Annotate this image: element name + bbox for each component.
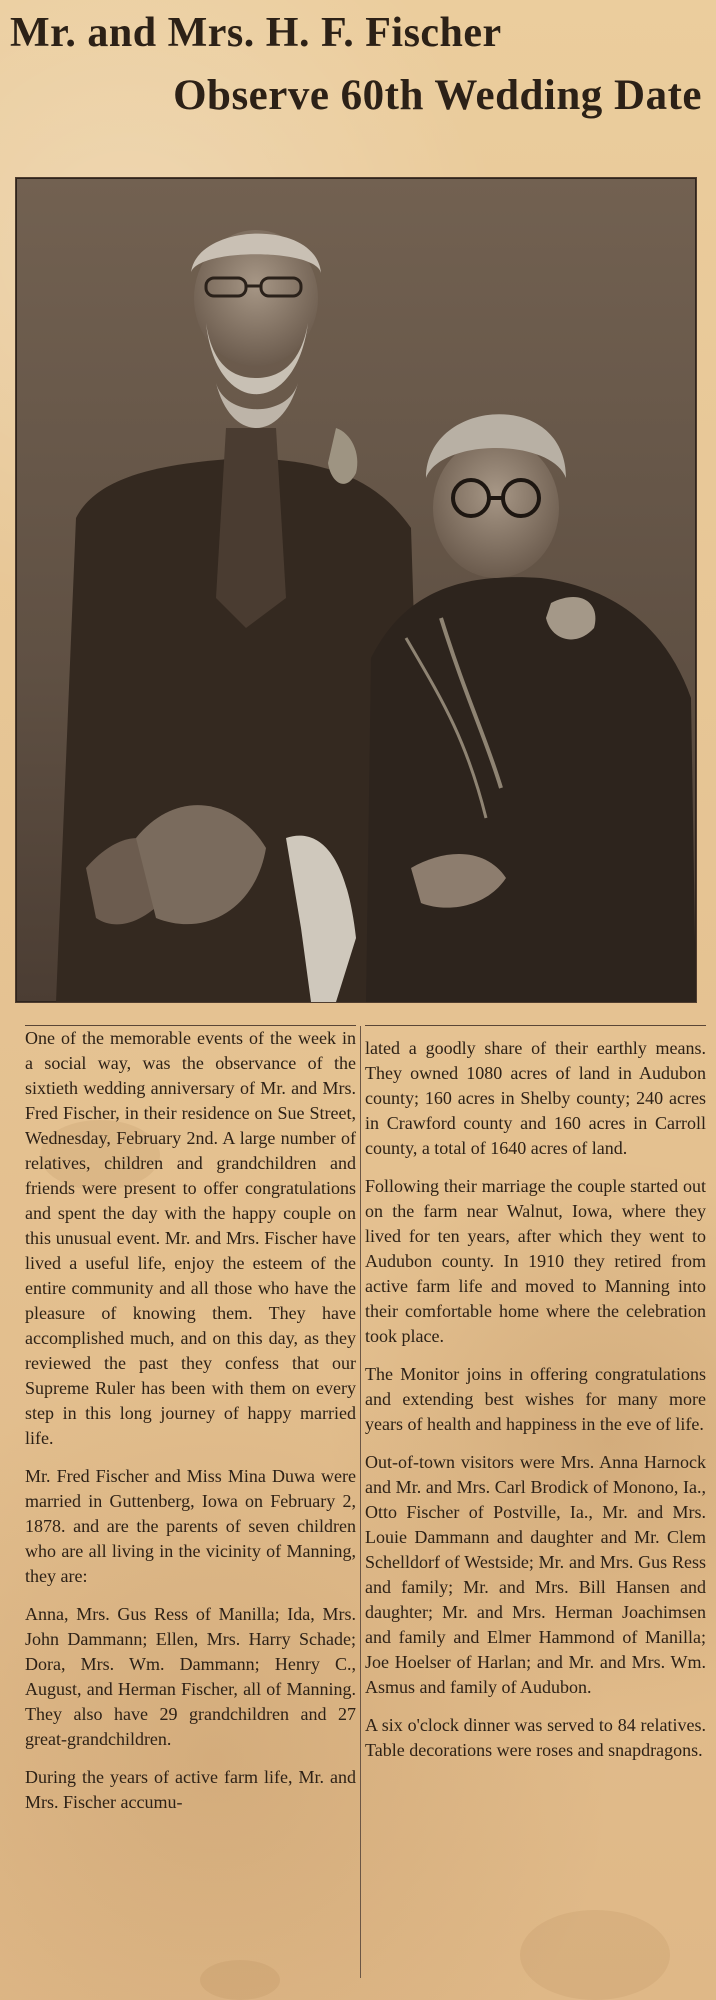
couple-photograph-icon (16, 178, 696, 1002)
paragraph-5: lated a goodly share of their earthly means. They owned 1080 acres of land in Audubon county; 160 acres in Shelby county; 240 acres in Crawford county and 160 acres in Carroll county, a total of 1640 acres of land. (365, 1038, 706, 1158)
paragraph-1: One of the memorable events of the week in a social way, was the observance of the sixtieth wedding anniversary of Mr. and Mrs. Fred Fischer, in their residence on Sue Street, Wednesday, February 2nd. A large number of relatives, children and grandchildren and friends were present to offer congratulations and spent the day with the happy couple on this unusual event. Mr. and Mrs. Fischer have lived a useful life, enjoy the esteem of the entire community and all those who have the pleasure of knowing them. They have accomplished much, and on this day, as they reviewed the past they confess that our Supreme Ruler has been with them on every step in this long journey of happy married life. (25, 1028, 356, 1448)
column-divider (360, 1026, 361, 1978)
article-right-column (365, 1036, 706, 1776)
paragraph-4: During the years of active farm life, Mr. and Mrs. Fischer accumu- (25, 1767, 356, 1812)
paragraph-9: A six o'clock dinner was served to 84 relatives. Table decorations were roses and snapdragons. (365, 1715, 706, 1760)
photo (15, 177, 697, 1003)
article-left-column (25, 1026, 356, 1828)
paragraph-8: Out-of-town visitors were Mrs. Anna Harnock and Mr. and Mrs. Carl Brodick of Monono, Ia., Otto Fischer of Postville, Ia., Mr. and Mrs. Louie Dammann and daughter and Mr. Clem Schelldorf of Westside; Mr. and Mrs. Gus Ress and family; Mr. and Mrs. Bill Hansen and daughter; Mr. and Mrs. Herman Joachimsen and family and Elmer Hammond of Manilla; Joe Hoelser of Harlan; and Mr. and Mrs. Wm. Asmus and family of Audubon. (365, 1452, 706, 1697)
headline-line-2: Observe 60th Wedding Date (173, 72, 702, 119)
paragraph-6: Following their marriage the couple started out on the farm near Walnut, Iowa, where they lived for ten years, after which they went to Audubon county. In 1910 they retired from active farm life and moved to Manning into their comfortable home where the celebration took place. (365, 1176, 706, 1346)
paragraph-2: Mr. Fred Fischer and Miss Mina Duwa were married in Guttenberg, Iowa on February 2, 1878. and are the parents of seven children who are all living in the vicinity of Manning, they are: (25, 1466, 356, 1586)
headline-line-1: Mr. and Mrs. H. F. Fischer (10, 10, 502, 56)
column-rule-right (365, 1025, 706, 1026)
paragraph-7: The Monitor joins in offering congratulations and extending best wishes for many more years of health and happiness in the eve of life. (365, 1364, 706, 1434)
paragraph-3: Anna, Mrs. Gus Ress of Manilla; Ida, Mrs. John Dammann; Ellen, Mrs. Harry Schade; Dora, Mrs. Wm. Dammann; Henry C., August, and Herman Fischer, all of Manning. They also have 29 grandchildren and 27 great-grandchildren. (25, 1604, 356, 1749)
headline (10, 8, 704, 120)
